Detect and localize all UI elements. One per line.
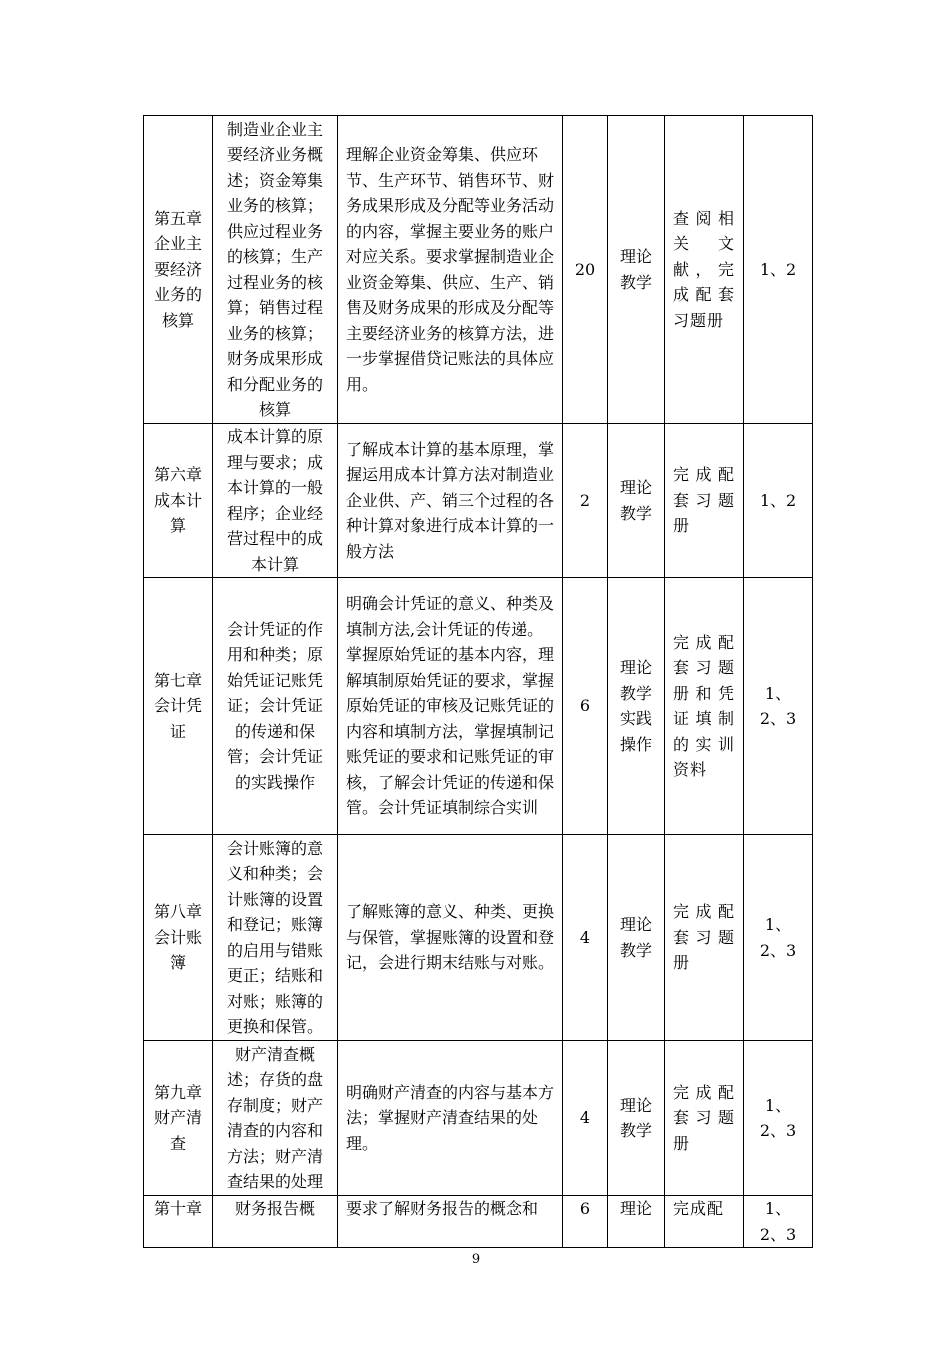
chapter-cell: 第七章会计凭证 [144,578,213,835]
hours-cell: 6 [563,1196,608,1248]
method-cell: 理论 [608,1196,665,1248]
method-cell: 理论教学 [608,1041,665,1196]
requirement-cell: 要求了解财务报告的概念和 [338,1196,563,1248]
hours-cell: 4 [563,835,608,1041]
content-cell: 会计凭证的作用和种类；原始凭证记账凭证；会计凭证的传递和保管；会计凭证的实践操作 [213,578,338,835]
content-cell: 财务报告概 [213,1196,338,1248]
table-row [144,835,813,1041]
table-row [144,1041,813,1196]
assignment-cell: 完成配套习题册 [665,1041,744,1196]
page-number: 9 [471,1252,481,1267]
method-cell: 理论教学 [608,835,665,1041]
requirement-cell: 明确财产清查的内容与基本方法；掌握财产清查结果的处理。 [338,1041,563,1196]
requirement-cell: 理解企业资金筹集、供应环节、生产环节、销售环节、财务成果形成及分配等业务活动的内容，掌握主要业务的账户对应关系。要求掌握制造业企业资金筹集、供应、生产、销售及财务成果的形成及分配等主要经济业务的核算方法，进一步掌握借贷记账法的具体应用。 [338,116,563,424]
table-row [144,578,813,835]
method-cell: 理论教学 [608,116,665,424]
method-cell: 理论教学 [608,424,665,578]
reference-cell: 1、2、3 [744,835,813,1041]
reference-cell: 1、2、3 [744,1196,813,1248]
assignment-cell: 查阅相关文献，完成配套习题册 [665,116,744,424]
reference-cell: 1、2 [744,116,813,424]
assignment-cell: 完成配 [665,1196,744,1248]
hours-cell: 20 [563,116,608,424]
reference-cell: 1、2、3 [744,578,813,835]
hours-cell: 6 [563,578,608,835]
assignment-cell: 完成配套习题册 [665,835,744,1041]
content-cell: 制造业企业主要经济业务概述；资金筹集业务的核算；供应过程业务的核算；生产过程业务的核算；销售过程业务的核算；财务成果形成和分配业务的核算 [213,116,338,424]
table-row [144,1196,813,1248]
reference-cell: 1、2、3 [744,1041,813,1196]
method-cell: 理论教学实践操作 [608,578,665,835]
content-cell: 成本计算的原理与要求；成本计算的一般程序；企业经营过程中的成本计算 [213,424,338,578]
chapter-cell: 第六章成本计算 [144,424,213,578]
reference-cell: 1、2 [744,424,813,578]
hours-cell: 2 [563,424,608,578]
assignment-cell: 完成配套习题册 [665,424,744,578]
chapter-cell: 第五章企业主要经济业务的核算 [144,116,213,424]
assignment-cell: 完成配套习题册和凭证填制的实训资料 [665,578,744,835]
syllabus-table [143,115,813,1248]
chapter-cell: 第十章 [144,1196,213,1248]
chapter-cell: 第九章财产清查 [144,1041,213,1196]
content-cell: 会计账簿的意义和种类；会计账簿的设置和登记；账簿的启用与错账更正；结账和对账；账簿的更换和保管。 [213,835,338,1041]
requirement-cell: 了解账簿的意义、种类、更换与保管，掌握账簿的设置和登记，会进行期末结账与对账。 [338,835,563,1041]
requirement-cell: 了解成本计算的基本原理，掌握运用成本计算方法对制造业企业供、产、销三个过程的各种计算对象进行成本计算的一般方法 [338,424,563,578]
hours-cell: 4 [563,1041,608,1196]
chapter-cell: 第八章会计账簿 [144,835,213,1041]
table-row [144,424,813,578]
table-row [144,116,813,424]
requirement-cell: 明确会计凭证的意义、种类及填制方法,会计凭证的传递。掌握原始凭证的基本内容，理解填制原始凭证的要求，掌握原始凭证的审核及记账凭证的内容和填制方法，掌握填制记账凭证的要求和记账凭证的审核，了解会计凭证的传递和保管。会计凭证填制综合实训 [338,578,563,835]
content-cell: 财产清查概述；存货的盘存制度；财产清查的内容和方法；财产清查结果的处理 [213,1041,338,1196]
